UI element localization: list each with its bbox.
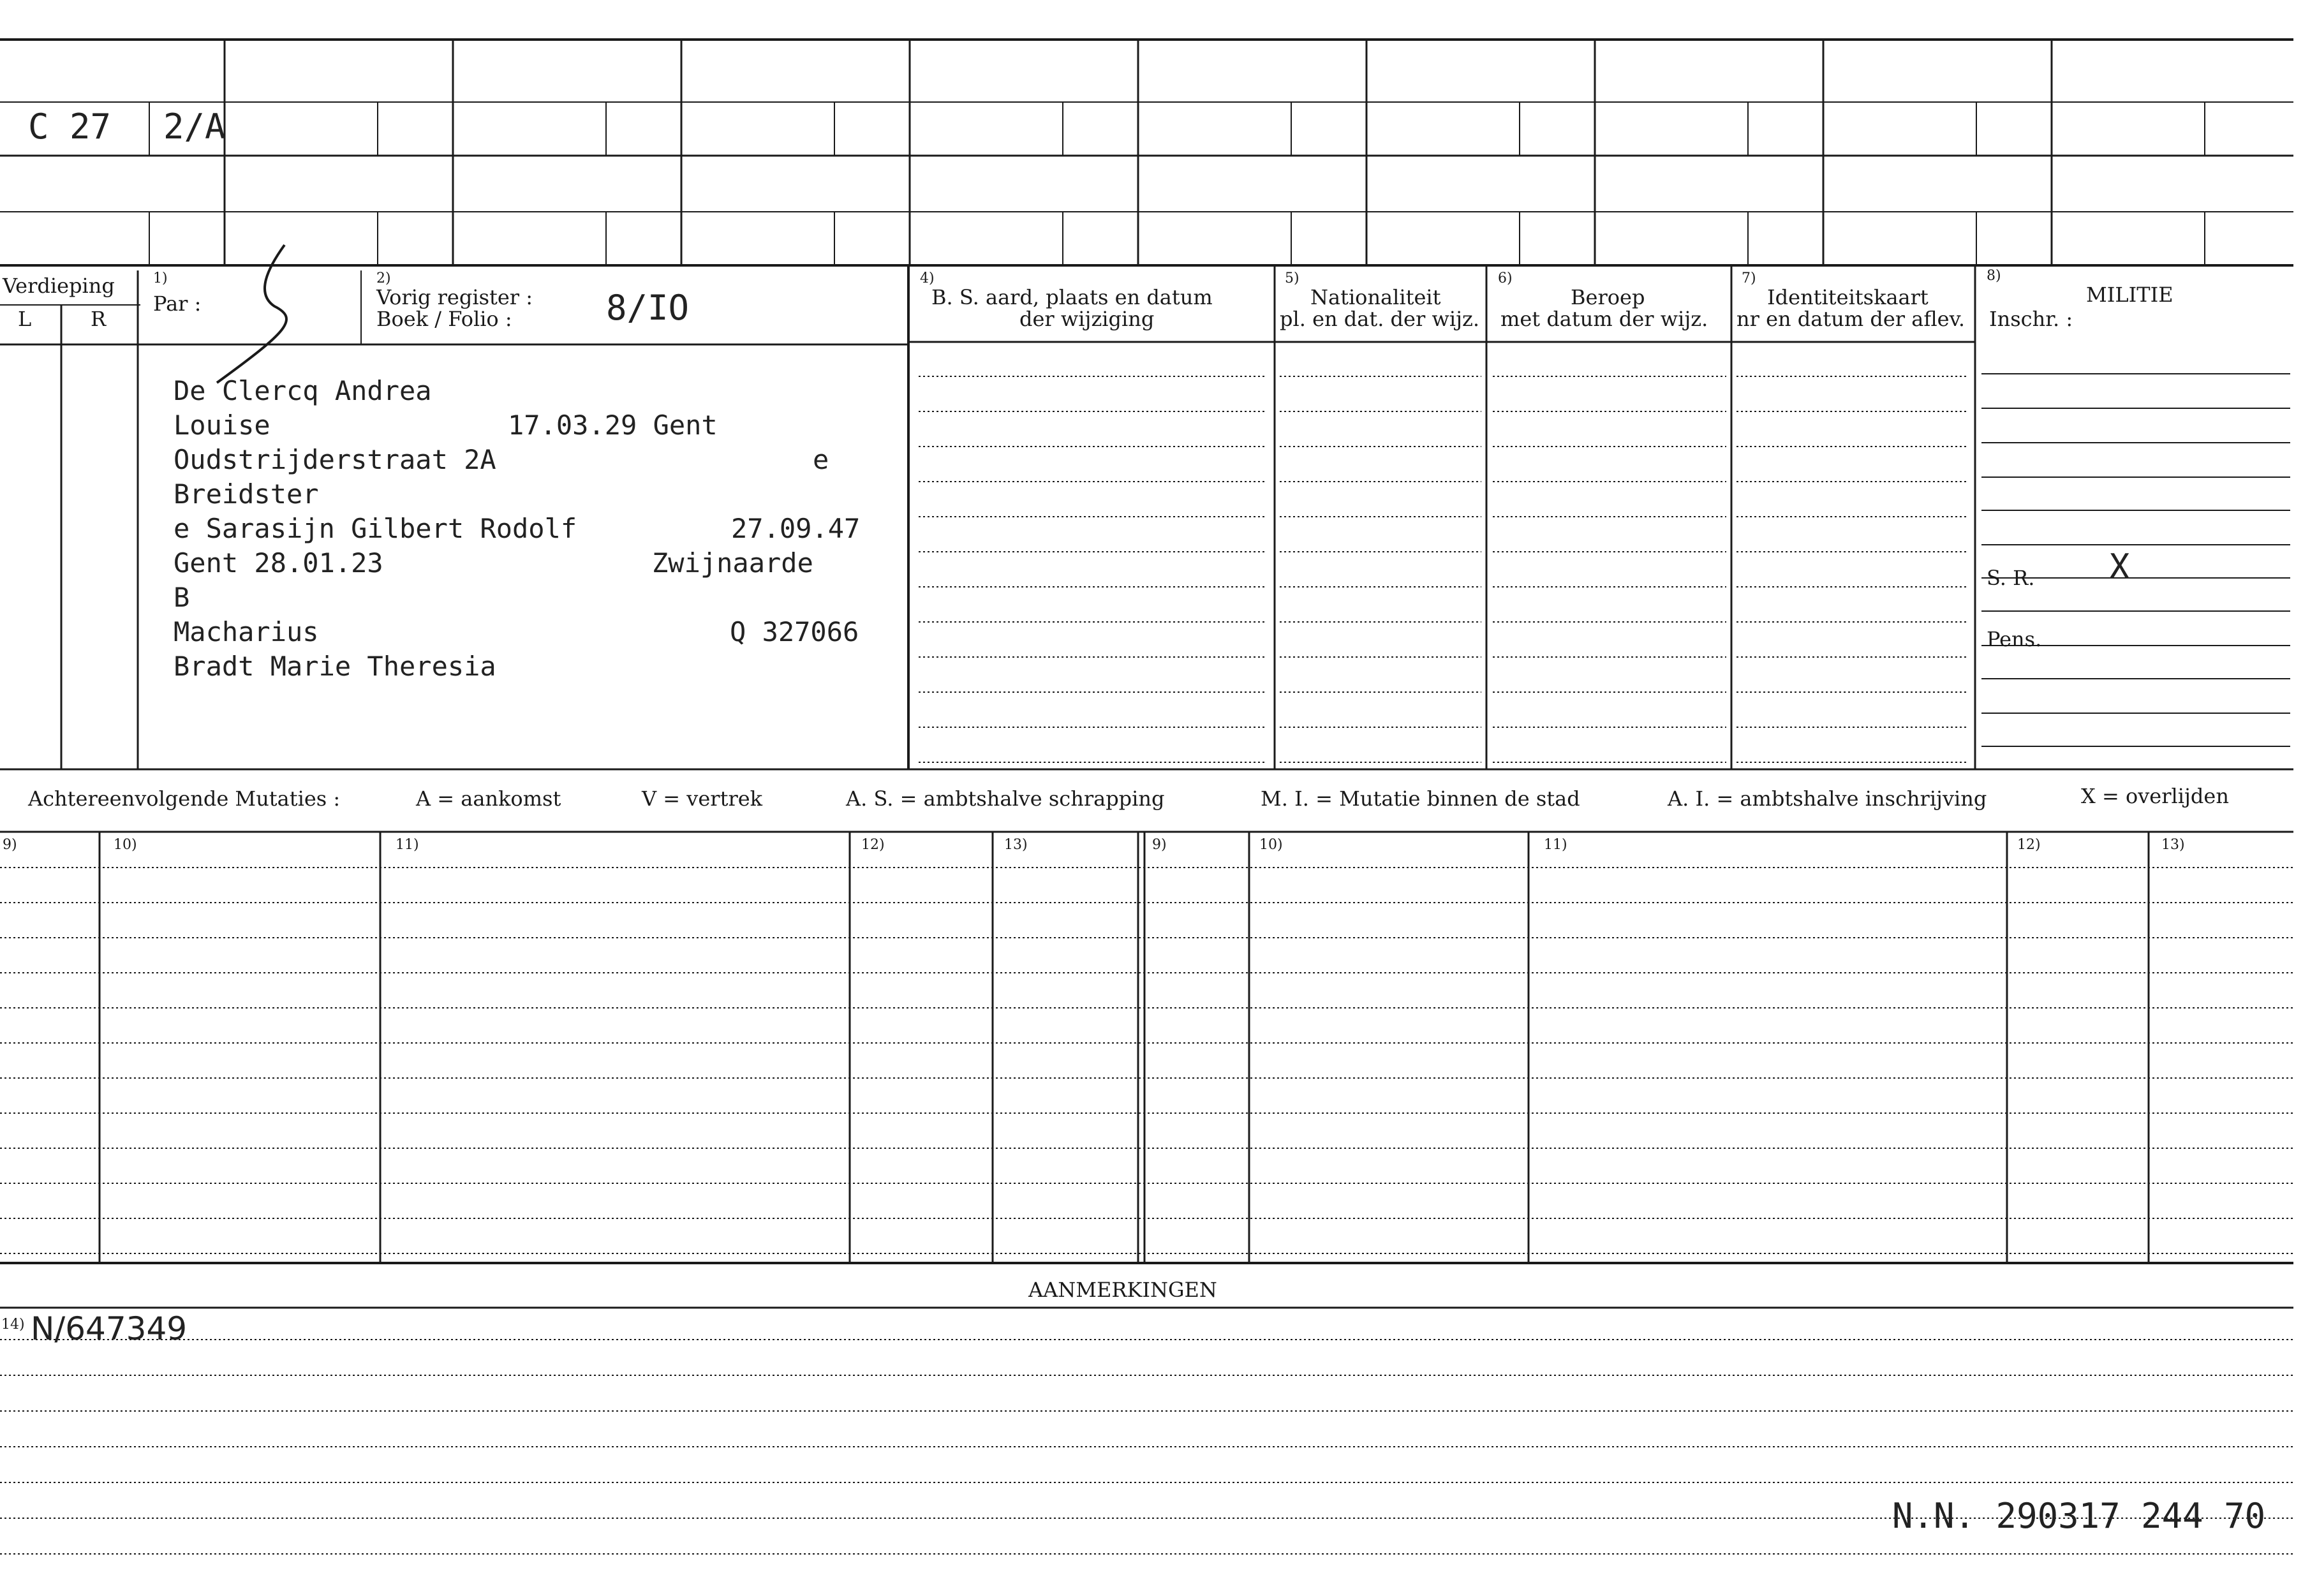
par-label: Par : bbox=[153, 292, 202, 316]
person-line-3-mark: e bbox=[813, 444, 829, 475]
col-number-5: 5) bbox=[1285, 270, 1299, 286]
mut-col-12-right: 12) bbox=[2017, 837, 2041, 853]
person-line-4: Breidster bbox=[174, 478, 319, 510]
mut-col-13-left: 13) bbox=[1004, 837, 1028, 853]
col-number-4: 4) bbox=[920, 270, 935, 286]
remarks-value: N/647349 bbox=[31, 1310, 188, 1347]
floor-label: Verdieping bbox=[3, 274, 115, 298]
mut-col-10-right: 10) bbox=[1259, 837, 1283, 853]
national-number: N.N. 290317 244 70 bbox=[1892, 1496, 2266, 1536]
idcard-label: Identiteitskaart bbox=[1767, 285, 1929, 309]
mutation-legend-internal: M. I. = Mutatie binnen de stad bbox=[1261, 787, 1580, 811]
nationality-label-2: pl. en dat. der wijz. bbox=[1280, 307, 1480, 331]
mutations-title: Achtereenvolgende Mutaties : bbox=[28, 787, 341, 811]
card-subcode: 2/A bbox=[163, 107, 226, 147]
remarks-number-14: 14) bbox=[1, 1317, 25, 1333]
pension-label: Pens. bbox=[1987, 627, 2042, 651]
mutation-legend-death: X = overlijden bbox=[2081, 784, 2229, 808]
person-line-6-birth: Gent 28.01.23 bbox=[174, 547, 383, 579]
person-line-8-code: Q 327066 bbox=[730, 616, 859, 647]
mutation-legend-removal: A. S. = ambtshalve schrapping bbox=[846, 787, 1165, 811]
col-number-6: 6) bbox=[1498, 270, 1513, 286]
col-number-7: 7) bbox=[1742, 270, 1756, 286]
civil-status-label-2: der wijziging bbox=[1019, 307, 1155, 331]
person-line-2-date: 17.03.29 Gent bbox=[508, 410, 718, 441]
mut-col-9-right: 9) bbox=[1152, 837, 1167, 853]
person-line-5-date: 27.09.47 bbox=[731, 513, 861, 544]
mut-col-11-right: 11) bbox=[1544, 837, 1567, 853]
col-number-8: 8) bbox=[1987, 268, 2001, 284]
nationality-label: Nationaliteit bbox=[1310, 285, 1441, 309]
mut-col-11-left: 11) bbox=[396, 837, 419, 853]
mutation-legend-registration: A. I. = ambtshalve inschrijving bbox=[1668, 787, 1987, 811]
previous-register-label: Vorig register : bbox=[376, 285, 533, 309]
profession-label-2: met datum der wijz. bbox=[1500, 307, 1708, 331]
mutation-legend-arrival: A = aankomst bbox=[416, 787, 561, 811]
person-line-6-place: Zwijnaarde bbox=[652, 547, 813, 579]
mut-col-9-left: 9) bbox=[3, 837, 17, 853]
col-number-1: 1) bbox=[153, 270, 168, 286]
profession-label: Beroep bbox=[1571, 285, 1645, 309]
inscription-label: Inschr. : bbox=[1989, 307, 2073, 331]
mutation-legend-departure: V = vertrek bbox=[642, 787, 763, 811]
idcard-label-2: nr en datum der aflev. bbox=[1736, 307, 1966, 331]
person-line-7: B bbox=[174, 582, 190, 613]
mut-col-10-left: 10) bbox=[114, 837, 137, 853]
sr-value: X bbox=[2109, 547, 2130, 587]
militia-label: MILITIE bbox=[2086, 283, 2173, 307]
col-number-2: 2) bbox=[376, 270, 391, 286]
floor-l-label: L bbox=[18, 307, 32, 331]
person-line-5-spouse: e Sarasijn Gilbert Rodolf bbox=[174, 513, 577, 544]
mut-col-13-right: 13) bbox=[2161, 837, 2185, 853]
sr-label: S. R. bbox=[1987, 566, 2035, 590]
person-line-3-address: Oudstrijderstraat 2A bbox=[174, 444, 496, 475]
floor-r-label: R bbox=[91, 307, 107, 331]
person-line-8-name: Macharius bbox=[174, 616, 319, 647]
previous-register-value: 8/IO bbox=[606, 288, 690, 328]
remarks-title: AANMERKINGEN bbox=[1028, 1278, 1217, 1302]
card-code: C 27 bbox=[28, 107, 112, 147]
person-line-2-name: Louise bbox=[174, 410, 270, 441]
book-folio-label: Boek / Folio : bbox=[376, 307, 512, 331]
mut-col-12-left: 12) bbox=[861, 837, 885, 853]
civil-status-label: B. S. aard, plaats en datum bbox=[931, 285, 1213, 309]
person-line-9: Bradt Marie Theresia bbox=[174, 651, 496, 682]
person-line-1: De Clercq Andrea bbox=[174, 375, 432, 406]
